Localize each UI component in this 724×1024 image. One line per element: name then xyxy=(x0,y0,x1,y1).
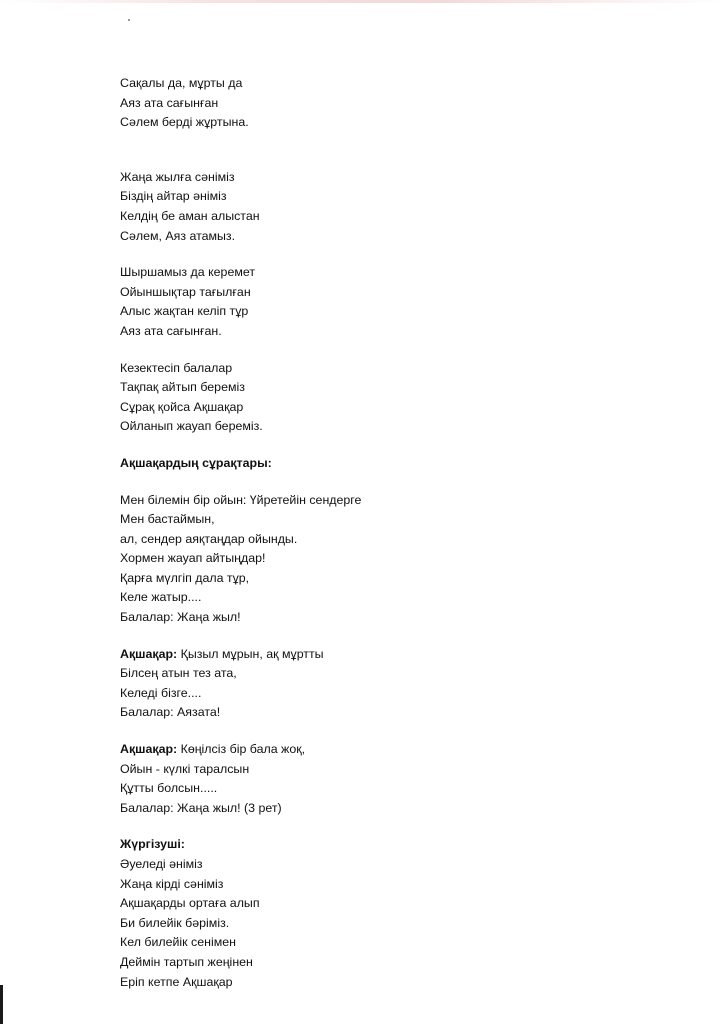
speaker-text: Қызыл мұрын, ақ мұртты xyxy=(177,646,324,661)
scan-speck xyxy=(128,19,130,21)
text-line: Білсең атын тез ата, xyxy=(120,666,237,681)
spacer xyxy=(120,818,680,835)
stanza-4 xyxy=(120,359,680,437)
speaker-text: Көңілсіз бір бала жоқ, xyxy=(177,742,306,757)
section-heading-host: Жүргізуші: xyxy=(120,837,185,852)
section-heading-questions: Ақшақардың сұрақтары: xyxy=(120,455,272,470)
spacer xyxy=(120,246,680,263)
text-line: Жаңа жылға сәніміз xyxy=(120,169,235,184)
text-line: Келе жатыр.... xyxy=(120,590,202,605)
text-line: Мен білемін бір ойын: Үйретейін сендерге xyxy=(120,492,362,507)
text-line: Келеді бізге.... xyxy=(120,685,202,700)
stanza-6 xyxy=(120,645,680,723)
text-line: Балалар: Жаңа жыл! (3 рет) xyxy=(120,800,282,815)
text-line: Ойланып жауап береміз. xyxy=(120,419,263,434)
text-line: Хормен жауап айтыңдар! xyxy=(120,551,266,566)
spacer xyxy=(120,437,680,454)
spacer xyxy=(120,133,680,168)
text-line: Еріп кетпе Ақшақар xyxy=(120,974,233,989)
text-line: Мен бастаймын, xyxy=(120,512,215,527)
text-line: Құтты болсын..... xyxy=(120,781,218,796)
stanza-2 xyxy=(120,168,680,246)
text-line: Жаңа кірді сәніміз xyxy=(120,876,224,891)
speaker-label: Ақшақар: xyxy=(120,646,178,661)
text-line: Ойын - күлкі таралсын xyxy=(120,761,250,776)
text-line: Ақшақарды ортаға алып xyxy=(120,896,260,911)
text-line: Алыс жақтан келіп тұр xyxy=(120,304,249,319)
text-line: Сәлем берді жұртына. xyxy=(120,115,249,130)
stanza-5 xyxy=(120,491,680,628)
text-line: Шыршамыз да керемет xyxy=(120,265,256,280)
stanza-8 xyxy=(120,855,680,992)
text-line: Балалар: Жаңа жыл! xyxy=(120,610,241,625)
text-line: Ойыншықтар тағылған xyxy=(120,284,251,299)
speaker-label: Ақшақар: xyxy=(120,742,178,757)
text-line: Би билейік бәріміз. xyxy=(120,915,230,930)
text-line: ал, сендер аяқтаңдар ойынды. xyxy=(120,531,298,546)
text-line: Сәлем, Аяз атамыз. xyxy=(120,228,236,243)
spacer xyxy=(120,628,680,645)
stanza-3 xyxy=(120,263,680,341)
text-line: Әуеледі әніміз xyxy=(120,857,203,871)
speaker-line xyxy=(120,740,680,760)
text-line: Қарға мүлгіп дала тұр, xyxy=(120,570,250,585)
speaker-line xyxy=(120,645,680,665)
text-line: Кезектесіп балалар xyxy=(120,360,233,375)
text-line: Тақпақ айтып береміз xyxy=(120,380,245,395)
scan-edge-left xyxy=(0,985,3,1024)
scan-edge-top xyxy=(0,0,724,3)
document-body xyxy=(120,74,680,992)
text-line: Балалар: Аязата! xyxy=(120,705,221,720)
text-line: Аяз ата сағынған. xyxy=(120,323,222,338)
spacer xyxy=(120,342,680,359)
stanza-7 xyxy=(120,740,680,818)
text-line: Деймін тартып жеңінен xyxy=(120,954,253,969)
stanza-1 xyxy=(120,74,680,133)
text-line: Келдің бе аман алыстан xyxy=(120,208,260,223)
spacer xyxy=(120,474,680,491)
text-line: Сұрақ қойса Ақшақар xyxy=(120,399,244,414)
spacer xyxy=(120,723,680,740)
text-line: Аяз ата сағынған xyxy=(120,95,219,110)
text-line: Біздің айтар әніміз xyxy=(120,189,227,204)
text-line: Сақалы да, мұрты да xyxy=(120,76,243,90)
text-line: Кел билейік сенімен xyxy=(120,935,236,950)
